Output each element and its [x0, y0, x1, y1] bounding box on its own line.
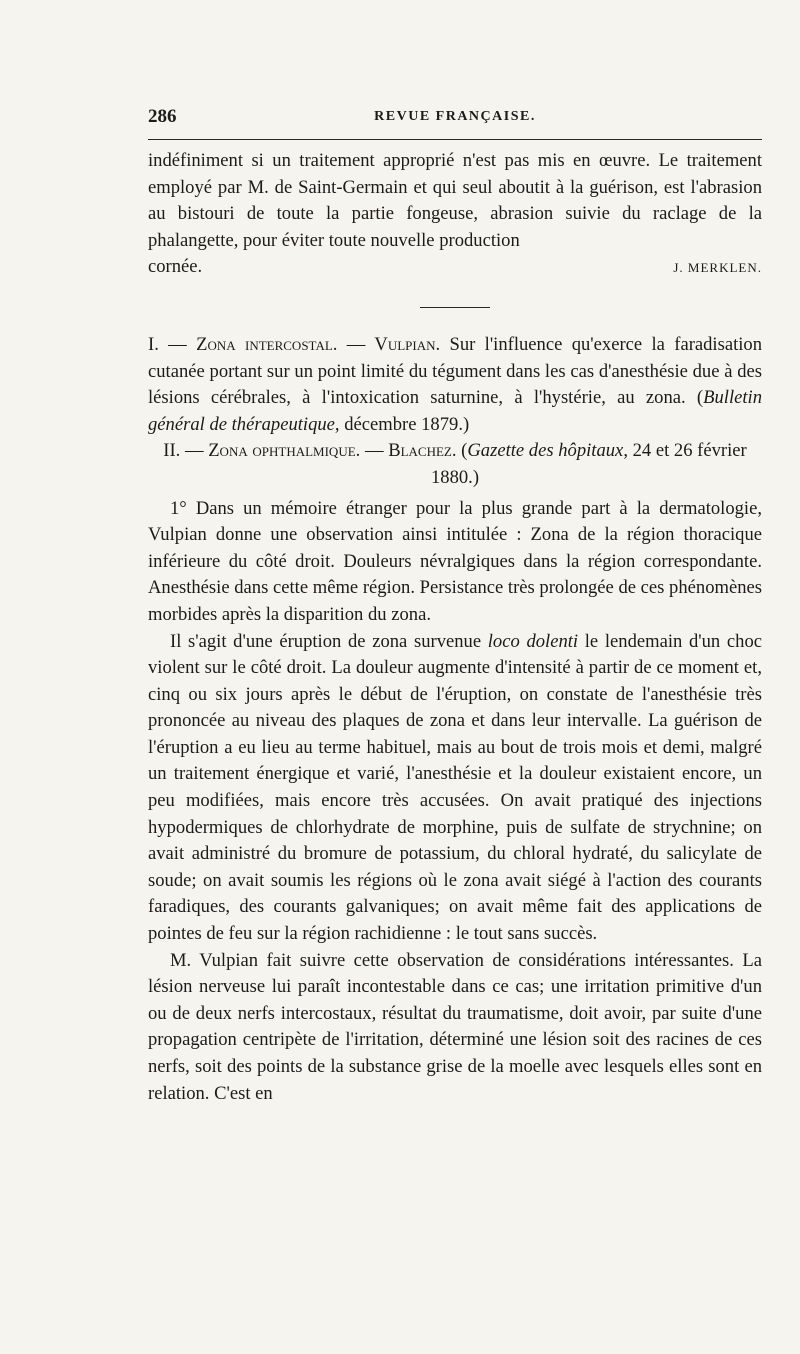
ref-author: — Vulpian.	[337, 333, 441, 355]
header-rule	[148, 139, 762, 140]
section-separator	[420, 307, 490, 308]
ref-number: I. —	[148, 333, 197, 355]
ref-author: — Blachez.	[360, 440, 457, 462]
paragraph-last-word: cornée.	[148, 256, 203, 278]
body-text	[148, 148, 762, 1107]
page-number: 286	[148, 106, 177, 127]
running-head: REVUE FRANÇAISE.	[374, 109, 536, 124]
paragraph-commentary: M. Vulpian fait suivre cette observation de considérations intéressantes. La lésion nerveuse lui paraît incontestable dans ce cas; une irritation primitive d'un ou de deux nerfs intercostaux, résultat du traumatisme, doit avoir, par suite d'une propagation centripète de l'irritation, déterminé une lésion soit des racines de ces nerfs, soit des points de la substance grise de la moelle avec lesquels elles sont en relation. C'est en	[148, 949, 762, 1104]
ref-date: , 24 et 26 février 1880.)	[430, 440, 747, 488]
ref-title: Zona ophthalmique.	[208, 440, 361, 462]
paragraph-text: le lendemain d'un choc violent sur le côté droit. La douleur augmente d'intensité à partir de ce moment et, cinq ou six jours après le début de l'éruption, on constate de l'anesthésie très prononcée au niveau des plaques de zona et dans leur intervalle. La guérison de l'éruption a eu lieu au terme habituel, mais au bout de trois mois et demi, malgré un traitement énergique et varié, l'anesthésie et la douleur existaient encore, un peu modifiées, mais encore très accusées. On avait pratiqué des injections hypodermiques de chlorhydrate de morphine, puis de sulfate de strychnine; on avait administré du bromure de potassium, du chloral hydraté, du salicylate de soude; on avait soumis les régions où le zona avait siégé à l'action des courants faradiques, des courants galvaniques; on avait même fait des applications de pointes de feu sur la région rachidienne : le tout sans succès.	[148, 630, 762, 945]
paragraph-text: Il s'agit d'une éruption de zona survenue	[170, 630, 488, 652]
ref-journal: Bulletin général de thérapeutique	[148, 387, 762, 435]
ref-number: II. —	[163, 440, 209, 462]
ref-paren: (	[456, 440, 468, 462]
paragraph-text: indéfiniment si un traitement approprié n'est pas mis en œuvre. Le traitement employé par M. de Saint-Germain et qui seul aboutit à la guérison, est l'abrasion au bistouri de toute la partie fongeuse, abrasion suivie du raclage de la phalangette, pour éviter toute nouvelle production	[148, 150, 762, 251]
page-header	[148, 106, 762, 132]
ref-text: Sur l'influence qu'exerce la faradisation cutanée portant sur un point limité du tégument dans les cas d'anesthésie due à des lésions cérébrales, à l'intoxication saturnine, à l'hystérie, au zona. (	[148, 333, 763, 409]
reference-1	[148, 332, 762, 438]
paragraph-continuation	[148, 148, 762, 254]
ref-date: , décembre 1879.)	[334, 413, 470, 435]
paragraph-description	[148, 629, 762, 948]
reference-2	[148, 438, 762, 491]
author-signature: J. MERKLEN.	[673, 260, 762, 276]
paragraph-observation: 1° Dans un mémoire étranger pour la plus grande part à la dermatologie, Vulpian donne une observation ainsi intitulée : Zona de la région thoracique inférieure du côté droit. Douleurs névralgiques dans la région correspondante. Anesthésie dans cette même région. Persistance très prolongée de ces phénomènes morbides après la disparition du zona.	[148, 497, 762, 625]
signature-line	[148, 254, 762, 282]
ref-journal: Gazette des hôpitaux	[467, 440, 624, 462]
ref-title: Zona intercostal.	[196, 333, 338, 355]
latin-phrase: loco dolenti	[487, 630, 579, 652]
